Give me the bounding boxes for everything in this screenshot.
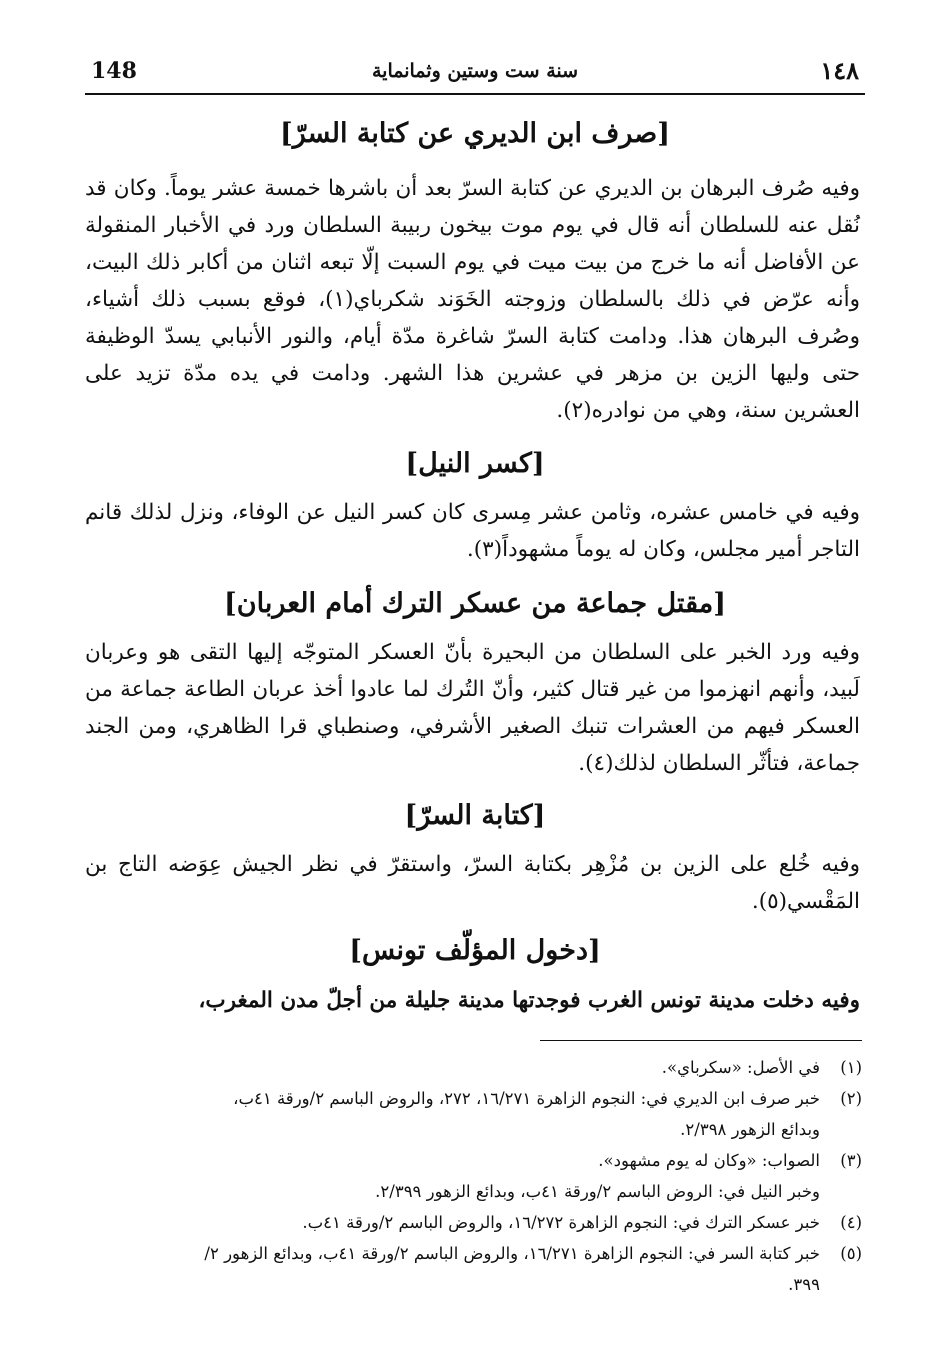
footnote	[85, 1083, 862, 1145]
page-header	[85, 56, 865, 90]
footnote	[85, 1052, 862, 1083]
footnote	[85, 1145, 862, 1207]
footnote-number: (٤)	[840, 1213, 862, 1232]
footnote-text: في الأصل: «سكرباي».	[661, 1058, 820, 1077]
section-heading: [مقتل جماعة من عسكر الترك أمام العربان]	[224, 588, 726, 619]
footnote-text: الصواب: «وكان له يوم مشهود».	[598, 1151, 820, 1170]
footnote-text: خبر كتابة السر في: النجوم الزاهرة ١٦/٢٧١، والروض الباسم ٢/ورقة ٤١ب، وبدائع الزهور ٢/	[204, 1244, 820, 1263]
page-number-latin: 148	[91, 58, 137, 84]
section-heading: [دخول المؤلّف تونس]	[349, 935, 601, 966]
footnote-number: (٢)	[840, 1089, 862, 1108]
footnote-number: (١)	[840, 1058, 862, 1077]
running-title: سنة ست وستين وثمانماية	[371, 60, 579, 82]
footnote	[85, 1238, 862, 1300]
footnotes	[85, 1052, 862, 1300]
footnote-text: ٣٩٩.	[788, 1275, 820, 1294]
section-paragraph: وفيه في خامس عشره، وثامن عشر مِسرى كان كسر النيل عن الوفاء، ونزل لذلك قانم التاجر أمير مجلس، وكان له يوماً مشهوداً(٣).	[85, 500, 860, 562]
section-paragraph: وفيه ورد الخبر على السلطان من البحيرة بأنّ العسكر المتوجّه إليها التقى هو وعربان لَبيد، وأنهم انهزموا من غير قتال كثير، وأنّ التُرك لما عادوا أخذ عربان الطاعة جماعة من العسكر فيهم من العشرات تنبك الصغير الأشرفي، وصنطباي قرا الظاهري، ومن الجند جماعة، فتأثّر السلطان لذلك(٤).	[85, 640, 860, 776]
footnote-number: (٥)	[840, 1244, 862, 1263]
section-paragraph: وفيه خُلع على الزين بن مُزْهِر بكتابة السرّ، واستقرّ في نظر الجيش عِوَضه التاج بن المَقْسي(٥).	[85, 852, 860, 914]
section-heading: [كتابة السرّ]	[404, 800, 546, 831]
footnote-text: وخبر النيل في: الروض الباسم ٢/ورقة ٤١ب، وبدائع الزهور ٢/٣٩٩.	[375, 1182, 820, 1201]
footnote-number: (٣)	[840, 1151, 862, 1170]
footnote-text: وبدائع الزهور ٢/٣٩٨.	[680, 1120, 820, 1139]
footnote-text: خبر عسكر الترك في: النجوم الزاهرة ١٦/٢٧٢، والروض الباسم ٢/ورقة ٤١ب.	[302, 1213, 820, 1232]
section-heading: [صرف ابن الديري عن كتابة السرّ]	[280, 118, 670, 149]
footnote-text: خبر صرف ابن الديري في: النجوم الزاهرة ١٦/٢٧١، ٢٧٢، والروض الباسم ٢/ورقة ٤١ب،	[233, 1089, 820, 1108]
page-number-arabic: ١٤٨	[820, 56, 859, 85]
header-rule	[85, 93, 865, 95]
footnote-rule	[540, 1040, 862, 1041]
section-heading: [كسر النيل]	[405, 448, 545, 479]
section-paragraph: وفيه دخلت مدينة تونس الغرب فوجدتها مدينة جليلة من أجلّ مدن المغرب،	[198, 988, 860, 1013]
footnote	[85, 1207, 862, 1238]
section-paragraph: وفيه صُرف البرهان بن الديري عن كتابة السرّ بعد أن باشرها خمسة عشر يوماً. وكان قد نُقل عنه للسلطان أنه قال في يوم موت بيخون ربيبة السلطان ورد في الأخبار المنقولة عن الأفاضل أنه ما خرج من بيت ميت في يوم السبت إلّا تبعه اثنان من أكابر ذلك البيت، وأنه عرّض في ذلك بالسلطان وزوجته الخَوَند شكرباي(١)، فوقع بسبب ذلك أشياء، وصُرف البرهان هذا. ودامت كتابة السرّ شاغرة مدّة أيام، والنور الأنبابي يسدّ الوظيفة حتى وليها الزين بن مزهر في عشرين هذا الشهر. ودامت في يده مدّة تزيد على العشرين سنة، وهي من نوادره(٢).	[85, 176, 860, 423]
